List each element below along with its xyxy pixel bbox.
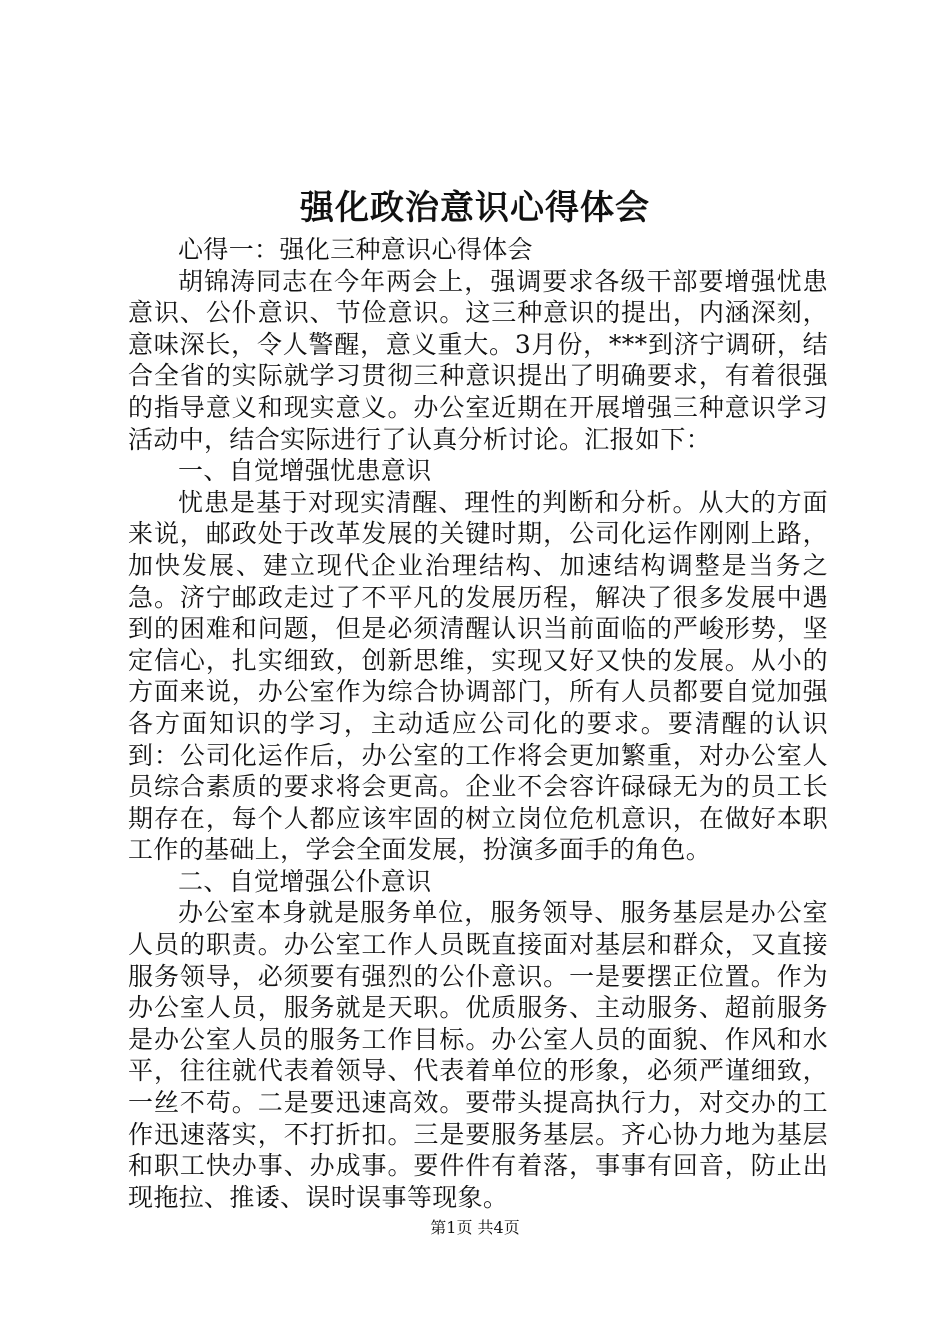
document-body [128,234,828,1213]
section-heading-1: 一、自觉增强忧患意识 [178,456,432,486]
section-heading-2: 二、自觉增强公仆意识 [178,866,432,896]
page-footer: 第1页 共4页 [430,1218,520,1237]
paragraph-heading-1: 心得一：强化三种意识心得体会 [178,235,533,264]
paragraph-section-1: 忧患是基于对现实清醒、理性的判断和分析。从大的方面来说，邮政处于改革发展的关键时期，公司化运作刚刚上路，加快发展、建立现代企业治理结构、加速结构调整是当务之急。济宁邮政走过了不平凡的发展历程，解决了很多发展中遇到的困难和问题，但是必须清醒认识当前面临的严峻形势，坚定信心，扎实细致，创新思维，实现又好又快的发展。从小的方面来说，办公室作为综合协调部门，所有人员都要自觉加强各方面知识的学习，主动适应公司化的要求。要清醒的认识到：公司化运作后，办公室的工作将会更加繁重，对办公室人员综合素质的要求将会更高。企业不会容许碌碌无为的员工长期存在，每个人都应该牢固的树立岗位危机意识，在做好本职工作的基础上，学会全面发展，扮演多面手的角色。 [128,487,828,865]
paragraph-intro: 胡锦涛同志在今年两会上，强调要求各级干部要增强忧患意识、公仆意识、节俭意识。这三种意识的提出，内涵深刻，意味深长，令人警醒，意义重大。3月份，***到济宁调研，结合全省的实际就学习贯彻三种意识提出了明确要求，有着很强的指导意义和现实意义。办公室近期在开展增强三种意识学习活动中，结合实际进行了认真分析讨论。汇报如下： [128,266,828,454]
paragraph-section-2: 办公室本身就是服务单位，服务领导、服务基层是办公室人员的职责。办公室工作人员既直接面对基层和群众，又直接服务领导，必须要有强烈的公仆意识。一是要摆正位置。作为办公室人员，服务就是天职。优质服务、主动服务、超前服务是办公室人员的服务工作目标。办公室人员的面貌、作风和水平，往往就代表着领导、代表着单位的形象，必须严谨细致，一丝不苟。二是要迅速高效。要带头提高执行力，对交办的工作迅速落实，不打折扣。三是要服务基层。齐心协力地为基层和职工快办事、办成事。要件件有着落，事事有回音，防止出现拖拉、推诿、误时误事等现象。 [128,898,828,1212]
document-title: 强化政治意识心得体会 [300,188,650,228]
